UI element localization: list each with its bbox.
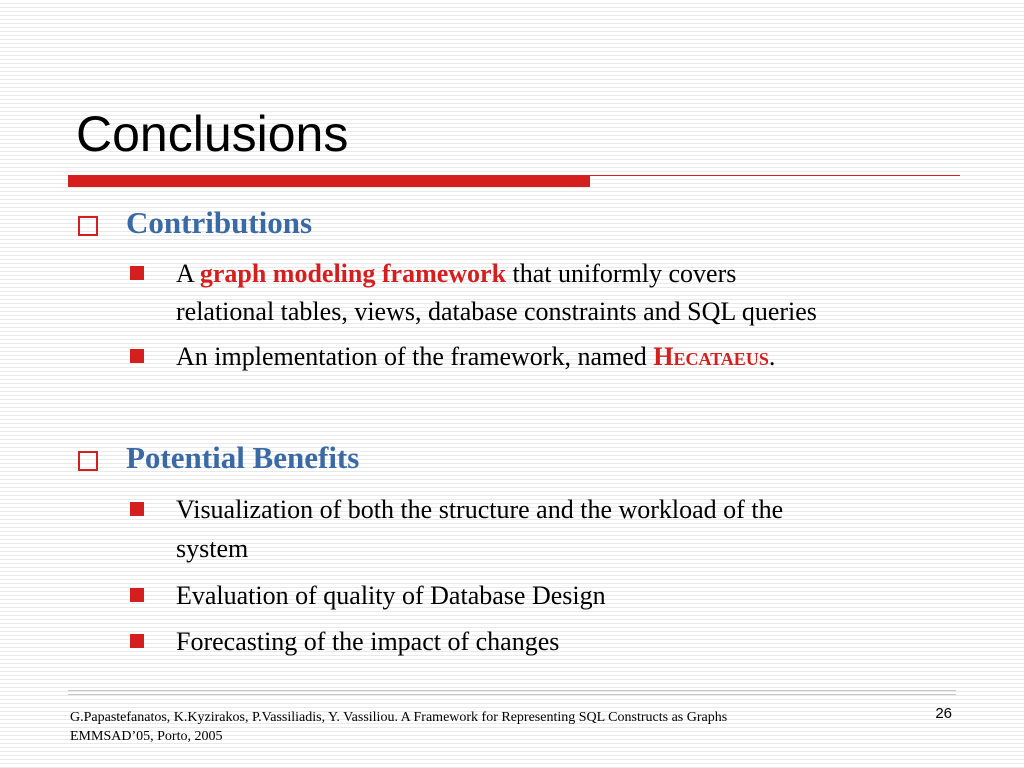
hollow-square-bullet-icon [78,451,98,471]
slide-title: Conclusions [76,106,349,162]
bullet-item-line: Forecasting of the impact of changes [176,627,560,656]
bullet-item-line: system [176,534,249,563]
footer-rule-bottom [68,694,956,695]
title-underline-thin [590,175,960,176]
hollow-square-bullet-icon [78,216,98,236]
footer-line: G.Papastefanatos, K.Kyzirakos, P.Vassiliadis, Y. Vassiliou. A Framework for Representing SQL Constructs as Graphs [70,710,728,725]
square-bullet-icon [130,588,144,602]
bullet-item-line: A graph modeling framework that uniformly covers [176,259,737,288]
square-bullet-icon [130,266,144,280]
highlight-text: Hecataeus [653,342,769,371]
section-heading: Contributions [126,205,313,240]
title-underline-thick [68,175,590,187]
square-bullet-icon [130,634,144,648]
footer-citation [70,708,727,746]
section-heading: Potential Benefits [126,440,360,475]
footer-rule-top [68,690,956,691]
bullet-item-line: An implementation of the framework, named Hecataeus. [176,342,776,371]
bullet-item-line: Evaluation of quality of Database Design [176,581,606,610]
bullet-item-line: Visualization of both the structure and the workload of the [176,495,784,524]
square-bullet-icon [130,502,144,516]
page-number: 26 [935,705,952,722]
bullet-item-line: relational tables, views, database constraints and SQL queries [176,297,817,326]
highlight-text: graph modeling framework [199,259,507,288]
footer-line: EMMSAD’05, Porto, 2005 [70,729,223,744]
square-bullet-icon [130,349,144,363]
